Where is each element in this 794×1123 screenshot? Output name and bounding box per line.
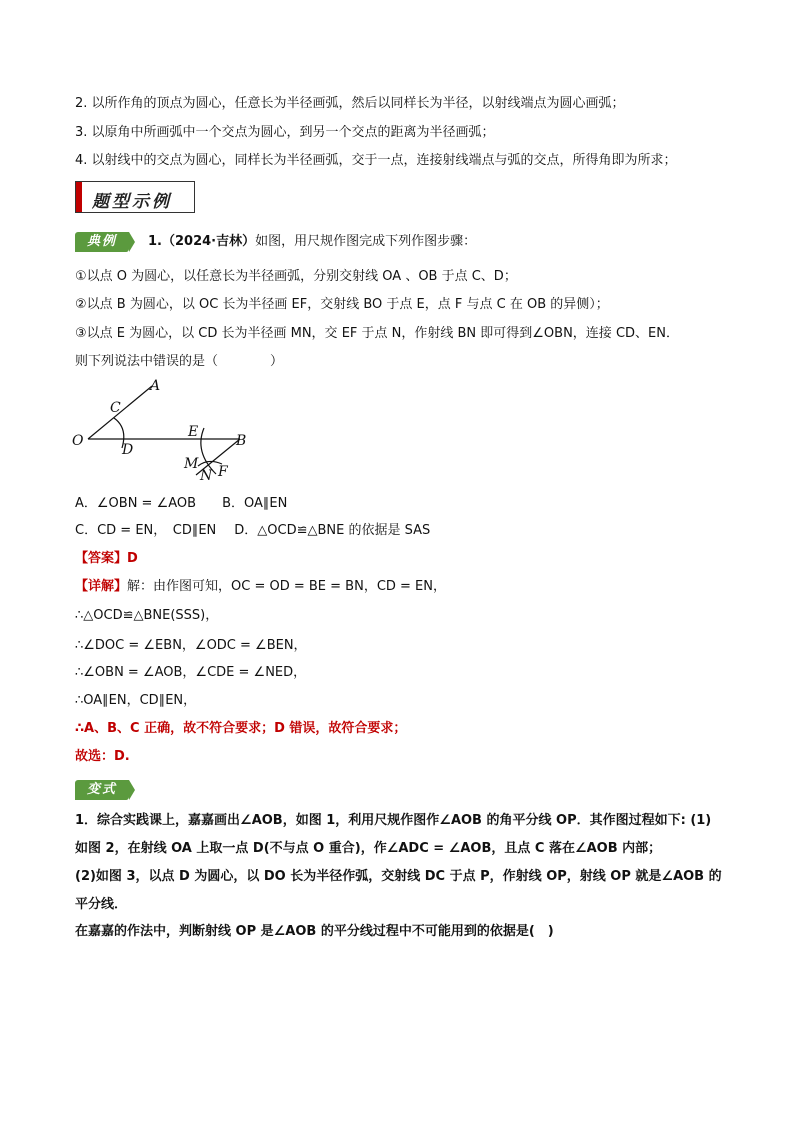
label-b: B [236, 433, 247, 449]
label-m: M [184, 456, 199, 472]
detail-step-2: ∴∠DOC = ∠EBN，∠ODC = ∠BEN， [75, 638, 307, 653]
option-c-d [75, 522, 430, 540]
step-2-text: 2. 以所作角的顶点为圆心，任意长为半径画弧，然后以同样长为半径，以射线端点为圆心画弧； [75, 96, 625, 111]
example-tag: 典例 [75, 232, 129, 252]
example-question-header [148, 233, 476, 251]
detail-step-4: ∴OA∥EN，CD∥EN， [75, 693, 197, 708]
option-b: B．OA∥EN [222, 496, 288, 511]
label-a: A [150, 378, 161, 394]
label-d: D [122, 442, 134, 458]
step-4-text: 4. 以射线中的交点为圆心，同样长为半径画弧，交于一点，连接射线端点与弧的交点，所得角即为所求； [75, 153, 677, 168]
detail-intro: 解：由作图可知，OC = OD = BE = BN，CD = EN， [127, 579, 446, 594]
answer-value: D [127, 551, 138, 566]
detail-intro-line [75, 578, 446, 596]
construction-step-1: ①以点 O 为圆心，以任意长为半径画弧，分别交射线 OA 、OB 于点 C、D； [75, 269, 517, 284]
label-e: E [188, 424, 199, 440]
detail-step-3: ∴∠OBN = ∠AOB，∠CDE = ∠NED， [75, 665, 307, 680]
variant-line-2: 如图 2，在射线 OA 上取一点 D(不与点 O 重合)，作∠ADC = ∠AOB，且点 C 落在∠AOB 内部； [75, 841, 662, 856]
detail-choice: 故选：D. [75, 749, 130, 764]
question-number: 1. [148, 234, 162, 249]
variant-line-1: 1．综合实践课上，嘉嘉画出∠AOB，如图 1，利用尺规作图作∠AOB 的角平分线 OP．其作图过程如下: (1) [75, 813, 712, 828]
section-banner [75, 181, 195, 213]
question-source: （2024·吉林） [161, 234, 256, 249]
option-c: C．CD = EN， CD∥EN [75, 523, 217, 538]
option-d: D．△OCD≌△BNE 的依据是 SAS [234, 523, 431, 538]
option-a: A．∠OBN = ∠AOB [75, 496, 197, 511]
answer-label: 【答案】 [75, 551, 128, 566]
label-f: F [218, 464, 228, 480]
detail-step-1: ∴△OCD≌△BNE(SSS)， [75, 608, 219, 623]
variant-question: 在嘉嘉的作法中，判断射线 OP 是∠AOB 的平分线过程中不可能用到的依据是( ) [75, 924, 554, 939]
question-text: 如图，用尺规作图完成下列作图步骤： [255, 234, 477, 249]
banner-title: 题型示例 [92, 192, 172, 212]
variant-line-3: (2)如图 3，以点 D 为圆心，以 DO 长为半径作弧，交射线 DC 于点 P，作射线 OP，射线 OP 就是∠AOB 的 [75, 869, 722, 884]
variant-line-4: 平分线． [75, 897, 128, 912]
geometry-figure [70, 378, 270, 488]
label-o: O [72, 433, 84, 449]
option-a-b [75, 495, 287, 513]
banner-accent-bar [76, 182, 82, 212]
label-c: C [110, 400, 121, 416]
detail-conclusion: ∴A、B、C 正确，故不符合要求；D 错误，故符合要求； [75, 721, 407, 736]
step-3-text: 3. 以原角中所画弧中一个交点为圆心，到另一个交点的距离为半径画弧； [75, 125, 495, 140]
variant-tag: 变式 [75, 780, 129, 800]
label-n: N [200, 468, 213, 484]
construction-diagram [70, 378, 270, 488]
construction-step-2: ②以点 B 为圆心，以 OC 长为半径画 EF，交射线 BO 于点 E，点 F 与点 C 在 OB 的异侧）； [75, 297, 609, 312]
question-prompt: 则下列说法中错误的是（ ） [75, 354, 284, 369]
answer-line [75, 550, 138, 568]
detail-label: 【详解】 [75, 579, 128, 594]
construction-step-3: ③以点 E 为圆心，以 CD 长为半径画 MN，交 EF 于点 N，作射线 BN 即可得到∠OBN，连接 CD、EN． [75, 326, 679, 341]
